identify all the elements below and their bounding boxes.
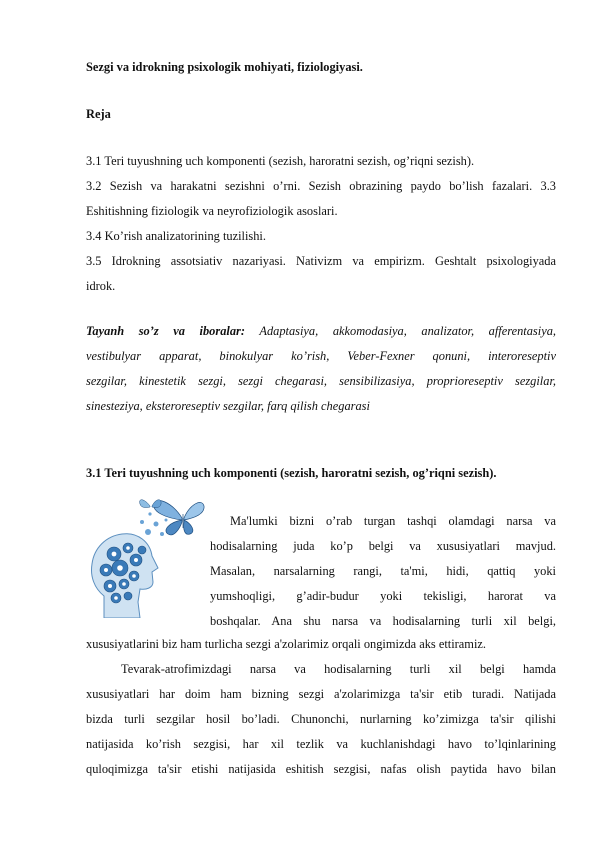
body-line: yumshoqligi, g’adir-budur yoki tekisligi, harorat va: [210, 589, 556, 603]
head-gears-illustration: [86, 492, 206, 618]
section-heading: 3.1 Teri tuyushning uch komponenti (sezish, haroratni sezish, og’riqni sezish).: [86, 466, 497, 480]
keywords-line: [86, 324, 556, 339]
head-gears-icon: [86, 492, 206, 618]
plan-line: 3.1 Teri tuyushning uch komponenti (sezish, haroratni sezish, og’riqni sezish).: [86, 154, 475, 168]
plan-line: 3.4 Ko’rish analizatorining tuzilishi.: [86, 229, 266, 243]
keywords-line: sezgilar, kinestetik sezgi, sezgi chegarasi, sensibilizasiya, proprioreseptiv sezgilar,: [86, 374, 556, 388]
plan-line: idrok.: [86, 279, 116, 293]
document-title: Sezgi va idrokning psixologik mohiyati, fiziologiyasi.: [86, 60, 363, 74]
keywords-text: Adaptasiya, akkomodasiya, analizator, afferentasiya,: [259, 324, 556, 338]
body-line: Tevarak-atrofimizdagi narsa va hodisalarning turli xil belgi hamda: [121, 662, 556, 676]
keywords-label: Tayanh so’z va iboralar:: [86, 324, 245, 338]
body-line: xususiyatlarini biz ham turlicha sezgi a'zolarimiz orqali ongimizda aks ettiramiz.: [86, 637, 486, 651]
plan-heading: Reja: [86, 107, 111, 121]
body-line: quloqimizga ta'sir etishi natijasida eshitish sezgisi, nafas olish paytida havo bilan: [86, 762, 556, 776]
keywords-line: vestibulyar apparat, binokulyar ko’rish, Veber-Fexner qonuni, interoreseptiv: [86, 349, 556, 363]
keywords-line: sinesteziya, eksteroreseptiv sezgilar, farq qilish chegarasi: [86, 399, 370, 413]
plan-line: Eshitishning fiziologik va neyrofiziologik asoslari.: [86, 204, 338, 218]
body-line: Masalan, narsalarning rangi, ta'mi, hidi, qattiq yoki: [210, 564, 556, 578]
body-line: hodisalarning juda ko’p belgi va xususiyatlari mavjud.: [210, 539, 556, 553]
body-line: Ma'lumki bizni o’rab turgan tashqi olamdagi narsa va: [230, 514, 556, 528]
body-line: bizda turli sezgilar hosil bo’ladi. Chunonchi, nurlarning ko’zimizga ta'sir qilishi: [86, 712, 556, 726]
plan-line: 3.5 Idrokning assotsiativ nazariyasi. Nativizm va empirizm. Geshtalt psixologiyada: [86, 254, 556, 268]
body-line: natijasida ko’rish sezgisi, har xil tezlik va kuchlanishdagi havo to’lqinlarining: [86, 737, 556, 751]
plan-line: 3.2 Sezish va harakatni sezishni o’rni. Sezish obrazining paydo bo’lish fazalari. 3.3: [86, 179, 556, 193]
body-line: xususiyatlari har doim ham bizning sezgi a'zolarimizga ta'sir etib turadi. Natijada: [86, 687, 556, 701]
body-line: boshqalar. Ana shu narsa va hodisalarning turli xil belgi,: [210, 614, 556, 628]
